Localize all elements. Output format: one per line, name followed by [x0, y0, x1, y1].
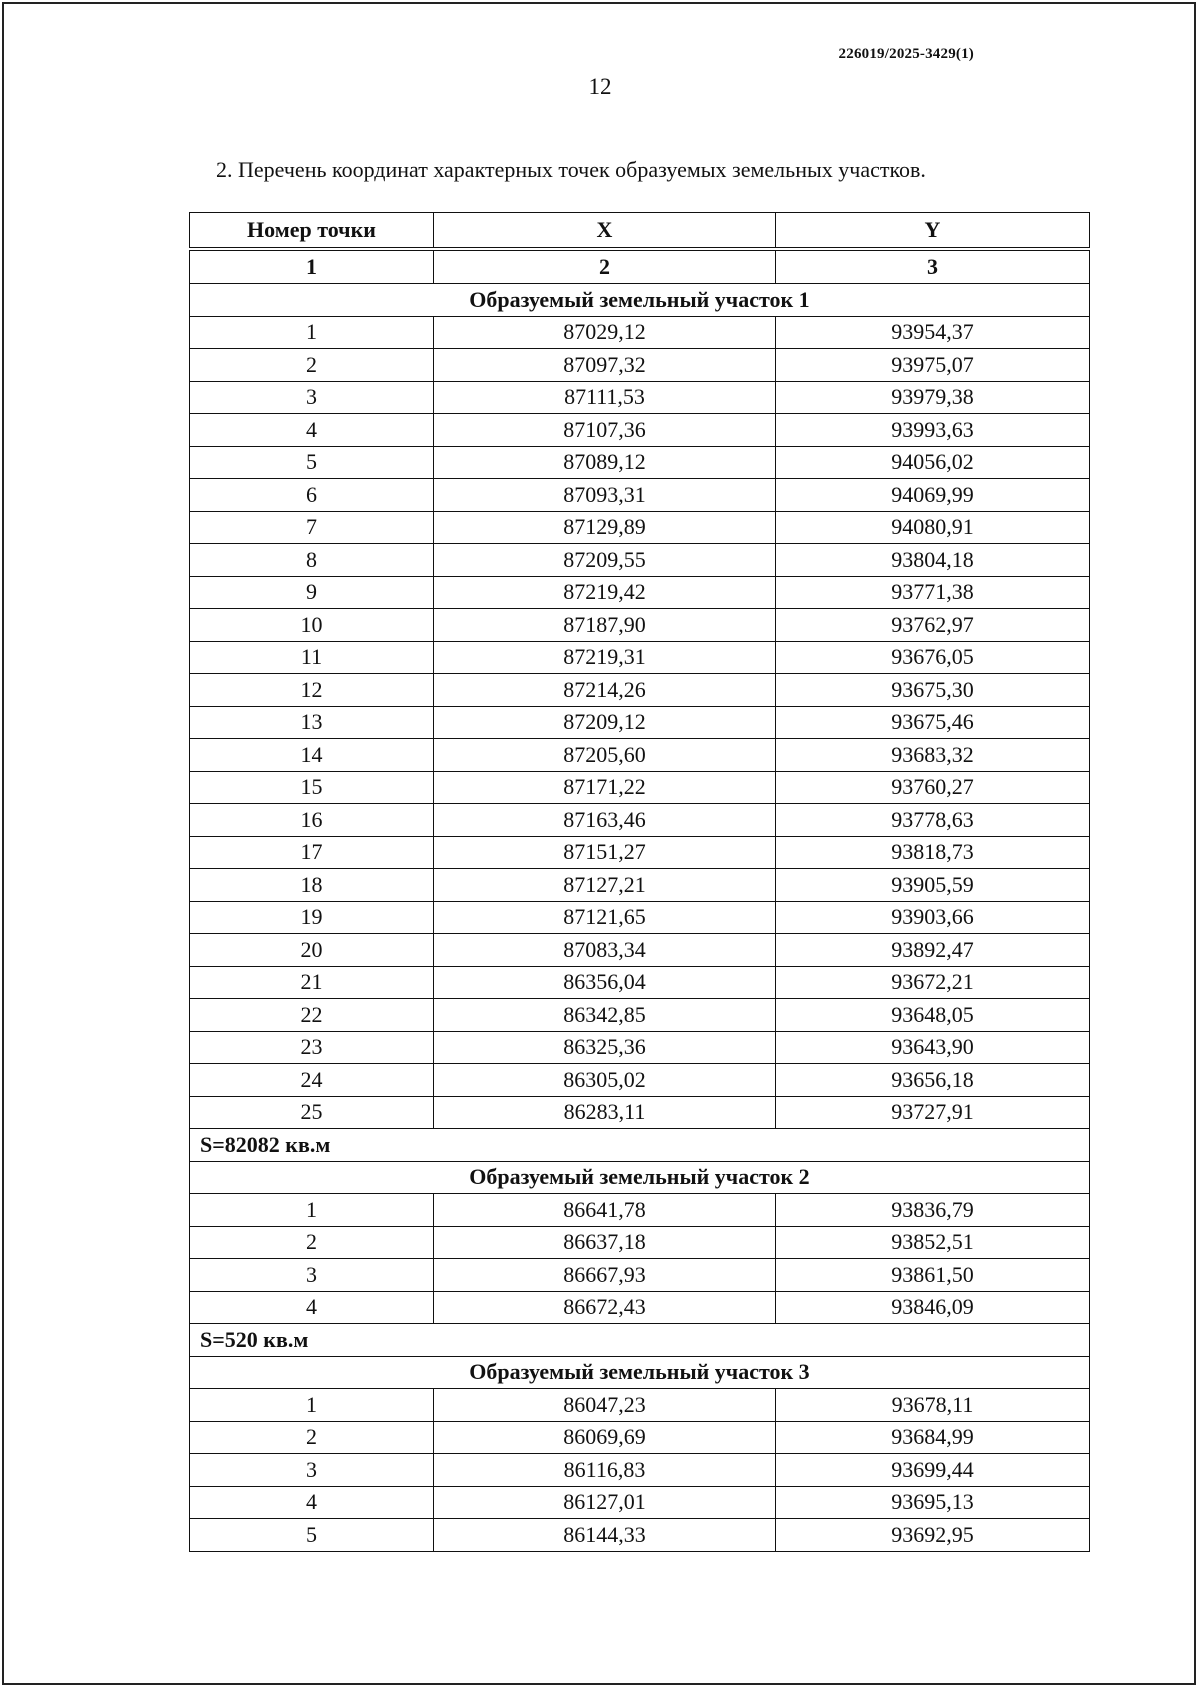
point-number-cell: 17 — [190, 836, 434, 869]
coordinates-table — [189, 212, 1090, 1552]
x-coordinate-cell: 86342,85 — [434, 999, 776, 1032]
table-row — [190, 1031, 1090, 1064]
point-number-cell: 20 — [190, 934, 434, 967]
point-number-cell: 1 — [190, 1194, 434, 1227]
point-number-cell: 3 — [190, 381, 434, 414]
point-number-cell: 2 — [190, 1226, 434, 1259]
table-row — [190, 739, 1090, 772]
y-coordinate-cell: 93699,44 — [776, 1454, 1090, 1487]
table-row — [190, 479, 1090, 512]
point-number-cell: 15 — [190, 771, 434, 804]
point-number-cell: 19 — [190, 901, 434, 934]
y-coordinate-cell: 93975,07 — [776, 349, 1090, 382]
x-coordinate-cell: 87127,21 — [434, 869, 776, 902]
x-coordinate-cell: 86672,43 — [434, 1291, 776, 1324]
point-number-cell: 3 — [190, 1454, 434, 1487]
x-coordinate-cell: 87187,90 — [434, 609, 776, 642]
table-row — [190, 1096, 1090, 1129]
column-number: 1 — [190, 249, 434, 284]
table-row — [190, 1454, 1090, 1487]
table-row — [190, 414, 1090, 447]
x-coordinate-cell: 87209,12 — [434, 706, 776, 739]
column-number-row — [190, 249, 1090, 284]
point-number-cell: 9 — [190, 576, 434, 609]
y-coordinate-cell: 93903,66 — [776, 901, 1090, 934]
table-row — [190, 934, 1090, 967]
point-number-cell: 4 — [190, 1486, 434, 1519]
table-row — [190, 446, 1090, 479]
table-row — [190, 1064, 1090, 1097]
x-coordinate-cell: 86047,23 — [434, 1389, 776, 1422]
point-number-cell: 8 — [190, 544, 434, 577]
y-coordinate-cell: 93979,38 — [776, 381, 1090, 414]
table-row — [190, 966, 1090, 999]
area-value: S=520 кв.м — [190, 1324, 1090, 1357]
point-number-cell: 12 — [190, 674, 434, 707]
table-row — [190, 1259, 1090, 1292]
x-coordinate-cell: 86356,04 — [434, 966, 776, 999]
table-row — [190, 1291, 1090, 1324]
section-heading: 2. Перечень координат характерных точек образуемых земельных участков. — [216, 157, 926, 182]
header-y: Y — [776, 213, 1090, 250]
point-number-cell: 4 — [190, 414, 434, 447]
point-number-cell: 1 — [190, 1389, 434, 1422]
table-row — [190, 901, 1090, 934]
table-row — [190, 1421, 1090, 1454]
area-row — [190, 1129, 1090, 1162]
point-number-cell: 18 — [190, 869, 434, 902]
y-coordinate-cell: 93643,90 — [776, 1031, 1090, 1064]
table-row — [190, 1486, 1090, 1519]
y-coordinate-cell: 93861,50 — [776, 1259, 1090, 1292]
table-row — [190, 544, 1090, 577]
point-number-cell: 2 — [190, 349, 434, 382]
y-coordinate-cell: 93771,38 — [776, 576, 1090, 609]
point-number-cell: 24 — [190, 1064, 434, 1097]
y-coordinate-cell: 93692,95 — [776, 1519, 1090, 1552]
y-coordinate-cell: 93727,91 — [776, 1096, 1090, 1129]
y-coordinate-cell: 93672,21 — [776, 966, 1090, 999]
table-row — [190, 576, 1090, 609]
table-row — [190, 674, 1090, 707]
y-coordinate-cell: 93846,09 — [776, 1291, 1090, 1324]
table-row — [190, 999, 1090, 1032]
y-coordinate-cell: 93762,97 — [776, 609, 1090, 642]
y-coordinate-cell: 93892,47 — [776, 934, 1090, 967]
x-coordinate-cell: 87205,60 — [434, 739, 776, 772]
header-x: X — [434, 213, 776, 250]
point-number-cell: 16 — [190, 804, 434, 837]
document-number: 226019/2025-3429(1) — [838, 46, 974, 62]
y-coordinate-cell: 93675,30 — [776, 674, 1090, 707]
x-coordinate-cell: 87214,26 — [434, 674, 776, 707]
section-title: Образуемый земельный участок 2 — [190, 1161, 1090, 1194]
table-row — [190, 316, 1090, 349]
column-number: 3 — [776, 249, 1090, 284]
section-title-row — [190, 284, 1090, 317]
x-coordinate-cell: 87129,89 — [434, 511, 776, 544]
x-coordinate-cell: 87029,12 — [434, 316, 776, 349]
point-number-cell: 14 — [190, 739, 434, 772]
y-coordinate-cell: 93836,79 — [776, 1194, 1090, 1227]
y-coordinate-cell: 93675,46 — [776, 706, 1090, 739]
y-coordinate-cell: 93678,11 — [776, 1389, 1090, 1422]
x-coordinate-cell: 86325,36 — [434, 1031, 776, 1064]
section-title: Образуемый земельный участок 3 — [190, 1356, 1090, 1389]
x-coordinate-cell: 87097,32 — [434, 349, 776, 382]
y-coordinate-cell: 93683,32 — [776, 739, 1090, 772]
point-number-cell: 21 — [190, 966, 434, 999]
x-coordinate-cell: 86144,33 — [434, 1519, 776, 1552]
point-number-cell: 4 — [190, 1291, 434, 1324]
y-coordinate-cell: 93695,13 — [776, 1486, 1090, 1519]
table-row — [190, 706, 1090, 739]
table-header-row — [190, 213, 1090, 250]
y-coordinate-cell: 93648,05 — [776, 999, 1090, 1032]
y-coordinate-cell: 93684,99 — [776, 1421, 1090, 1454]
x-coordinate-cell: 87151,27 — [434, 836, 776, 869]
table-row — [190, 771, 1090, 804]
section-title-row — [190, 1356, 1090, 1389]
point-number-cell: 10 — [190, 609, 434, 642]
y-coordinate-cell: 93954,37 — [776, 316, 1090, 349]
point-number-cell: 2 — [190, 1421, 434, 1454]
table-row — [190, 1519, 1090, 1552]
area-row — [190, 1324, 1090, 1357]
y-coordinate-cell: 93760,27 — [776, 771, 1090, 804]
header-point-number: Номер точки — [190, 213, 434, 250]
table-row — [190, 869, 1090, 902]
x-coordinate-cell: 87093,31 — [434, 479, 776, 512]
x-coordinate-cell: 86116,83 — [434, 1454, 776, 1487]
section-title-row — [190, 1161, 1090, 1194]
y-coordinate-cell: 93818,73 — [776, 836, 1090, 869]
y-coordinate-cell: 94080,91 — [776, 511, 1090, 544]
y-coordinate-cell: 93778,63 — [776, 804, 1090, 837]
point-number-cell: 6 — [190, 479, 434, 512]
point-number-cell: 25 — [190, 1096, 434, 1129]
x-coordinate-cell: 87219,31 — [434, 641, 776, 674]
x-coordinate-cell: 87111,53 — [434, 381, 776, 414]
y-coordinate-cell: 93905,59 — [776, 869, 1090, 902]
x-coordinate-cell: 87083,34 — [434, 934, 776, 967]
table-row — [190, 641, 1090, 674]
x-coordinate-cell: 86127,01 — [434, 1486, 776, 1519]
x-coordinate-cell: 86305,02 — [434, 1064, 776, 1097]
y-coordinate-cell: 94069,99 — [776, 479, 1090, 512]
x-coordinate-cell: 87219,42 — [434, 576, 776, 609]
section-title: Образуемый земельный участок 1 — [190, 284, 1090, 317]
point-number-cell: 13 — [190, 706, 434, 739]
table-body — [190, 284, 1090, 1552]
x-coordinate-cell: 87089,12 — [434, 446, 776, 479]
point-number-cell: 7 — [190, 511, 434, 544]
x-coordinate-cell: 87121,65 — [434, 901, 776, 934]
table-row — [190, 804, 1090, 837]
point-number-cell: 22 — [190, 999, 434, 1032]
x-coordinate-cell: 86069,69 — [434, 1421, 776, 1454]
table-row — [190, 349, 1090, 382]
table-row — [190, 1226, 1090, 1259]
y-coordinate-cell: 93656,18 — [776, 1064, 1090, 1097]
point-number-cell: 1 — [190, 316, 434, 349]
point-number-cell: 23 — [190, 1031, 434, 1064]
point-number-cell: 3 — [190, 1259, 434, 1292]
column-number: 2 — [434, 249, 776, 284]
x-coordinate-cell: 87171,22 — [434, 771, 776, 804]
table-row — [190, 836, 1090, 869]
x-coordinate-cell: 87209,55 — [434, 544, 776, 577]
y-coordinate-cell: 93852,51 — [776, 1226, 1090, 1259]
point-number-cell: 5 — [190, 1519, 434, 1552]
point-number-cell: 5 — [190, 446, 434, 479]
y-coordinate-cell: 93676,05 — [776, 641, 1090, 674]
point-number-cell: 11 — [190, 641, 434, 674]
area-value: S=82082 кв.м — [190, 1129, 1090, 1162]
table-row — [190, 609, 1090, 642]
table-row — [190, 1389, 1090, 1422]
page-number: 12 — [588, 74, 612, 99]
table-row — [190, 1194, 1090, 1227]
x-coordinate-cell: 87163,46 — [434, 804, 776, 837]
x-coordinate-cell: 86637,18 — [434, 1226, 776, 1259]
x-coordinate-cell: 86641,78 — [434, 1194, 776, 1227]
table-row — [190, 381, 1090, 414]
y-coordinate-cell: 93804,18 — [776, 544, 1090, 577]
y-coordinate-cell: 94056,02 — [776, 446, 1090, 479]
x-coordinate-cell: 86283,11 — [434, 1096, 776, 1129]
x-coordinate-cell: 87107,36 — [434, 414, 776, 447]
y-coordinate-cell: 93993,63 — [776, 414, 1090, 447]
table-row — [190, 511, 1090, 544]
x-coordinate-cell: 86667,93 — [434, 1259, 776, 1292]
